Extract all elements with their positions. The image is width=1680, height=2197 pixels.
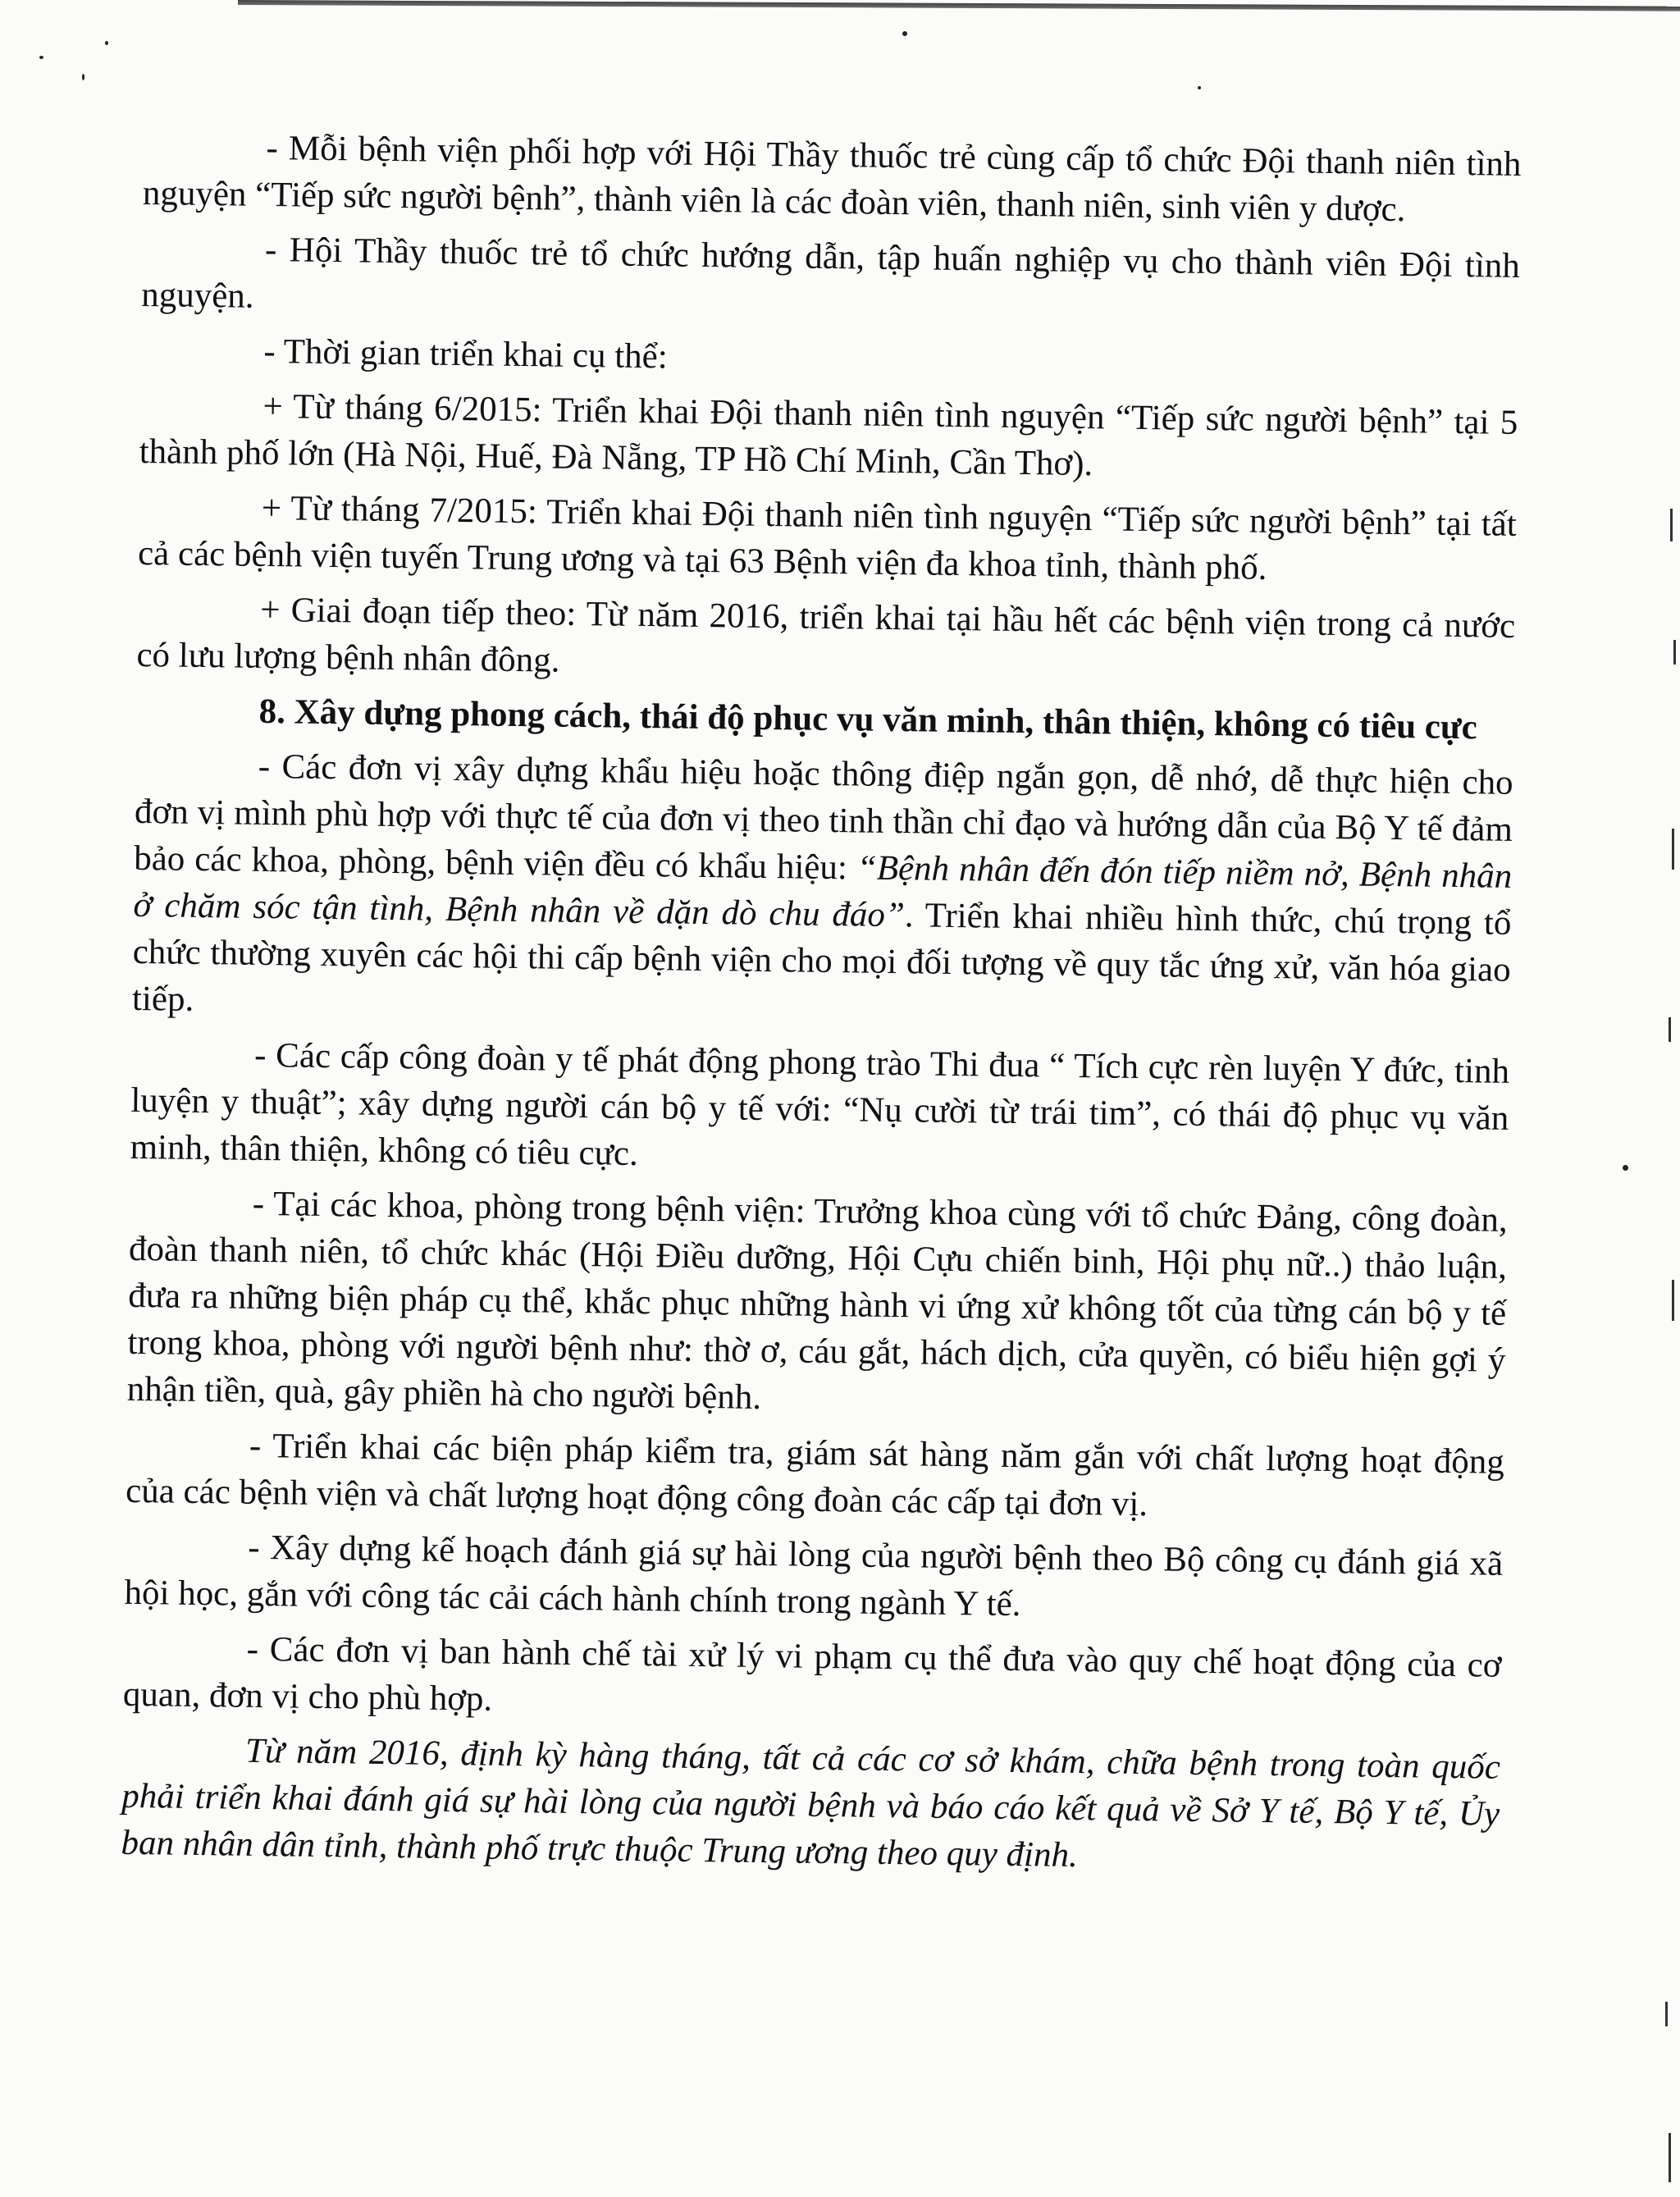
scan-speck [82,74,84,80]
slogan-text: “Bệnh nhân đến đón tiếp niềm nở, Bệnh nhân ở chăm sóc tận tình, Bệnh nhân về dặn dò chu đáo” [133,848,1513,935]
scan-speck [105,41,108,45]
scan-speck [902,31,907,36]
paragraph: - Hội Thầy thuốc trẻ tổ chức hướng dẫn, tập huấn nghiệp vụ cho thành viên Đội tình nguyện. [140,230,1521,316]
paragraph: - Tại các khoa, phòng trong bệnh viện: Trưởng khoa cùng với tổ chức Đảng, công đoàn, đoàn thanh niên, tổ chức khác (Hội Điều dưỡng, Hội Cựu chiến binh, Hội phụ nữ..) thảo luận, đưa ra những biện pháp cụ thể, khắc phục những hành vi ứng xử không tốt của từng cán bộ y tế trong khoa, phòng với người bệnh như: thờ ơ, cáu gắt, hách dịch, cửa quyền, có biểu hiện gợi ý nhận tiền, quà, gây phiền hà cho người bệnh. [126,1184,1508,1417]
paragraph: - Triển khai các biện pháp kiểm tra, giám sát hàng năm gắn với chất lượng hoạt động của các bệnh viện và chất lượng hoạt động công đoàn các cấp tại đơn vị. [125,1426,1505,1524]
section-heading: 8. Xây dựng phong cách, thái độ phục vụ văn minh, thân thiện, không có tiêu cực [258,692,1478,747]
document-body [121,123,1522,1893]
paragraph: + Từ tháng 6/2015: Triển khai Đội thanh niên tình nguyện “Tiếp sức người bệnh” tại 5 thành phố lớn (Hà Nội, Huế, Đà Nẵng, TP Hồ Chí Minh, Cần Thơ). [139,386,1518,484]
scan-speck [39,56,43,59]
scan-speck [1198,86,1201,89]
paragraph: - Thời gian triển khai cụ thể: [263,331,669,377]
paragraph: + Từ tháng 7/2015: Triển khai Đội thanh niên tình nguyện “Tiếp sức người bệnh” tại tất cả các bệnh viện tuyến Trung ương và tại 63 Bệnh viện đa khoa tỉnh, thành phố. [137,488,1518,587]
scan-edge-mark [1670,509,1673,541]
scan-edge-mark [1673,640,1676,665]
paragraph: + Giai đoạn tiếp theo: Từ năm 2016, triển khai tại hầu hết các bệnh viện trong cả nước có lưu lượng bệnh nhân đông. [136,590,1516,680]
paragraph-text: . Triển khai nhiều hình thức, chú trọng tổ chức thường xuyên các hội thi cấp bệnh viện cho mọi đối tượng về quy tắc ứng xử, văn hóa giao tiếp. [131,896,1512,1019]
scan-edge-mark [1672,1280,1674,1321]
scan-top-border [238,0,1680,11]
paragraph: - Các cấp công đoàn y tế phát động phong trào Thi đua “ Tích cực rèn luyện Y đức, tinh luyện y thuật”; xây dựng người cán bộ y tế với: “Nụ cười từ trái tim”, có thái độ phục vụ văn minh, thân thiện, không có tiêu cực. [130,1035,1510,1173]
paragraph: - Mỗi bệnh viện phối hợp với Hội Thầy thuốc trẻ cùng cấp tổ chức Đội thanh niên tình nguyện “Tiếp sức người bệnh”, thành viên là các đoàn viên, thanh niên, sinh viên y dược. [142,128,1522,230]
paragraph: - Các đơn vị ban hành chế tài xử lý vi phạm cụ thể đưa vào quy chế hoạt động của cơ quan, đơn vị cho phù hợp. [122,1629,1502,1719]
scan-edge-mark [1669,2133,1671,2182]
scan-edge-mark [1669,1017,1671,1042]
paragraph-text: - Các đơn vị xây dựng khẩu hiệu hoặc thông điệp ngắn gọn, dễ nhớ, dễ thực hiện cho đơn vị mình phù hợp với thực tế của đơn vị theo tinh thần chỉ đạo và hướng dẫn của Bộ Y tế đảm bảo các khoa, phòng, bệnh viện đều có khẩu hiệu: [133,747,1513,888]
scan-edge-mark [1672,829,1674,870]
paragraph [132,742,1513,1040]
paragraph: - Xây dựng kế hoạch đánh giá sự hài lòng của người bệnh theo Bộ công cụ đánh giá xã hội học, gắn với công tác cải cách hành chính trong ngành Y tế. [124,1528,1504,1624]
closing-paragraph: Từ năm 2016, định kỳ hàng tháng, tất cả các cơ sở khám, chữa bệnh trong toàn quốc phải triển khai đánh giá sự hài lòng của người bệnh và báo cáo kết quả về Sở Y tế, Bộ Y tế, Ủy ban nhân dân tỉnh, thành phố trực thuộc Trung ương theo quy định. [121,1731,1501,1875]
scan-edge-mark [1665,2002,1668,2026]
scan-speck [1623,1165,1628,1171]
